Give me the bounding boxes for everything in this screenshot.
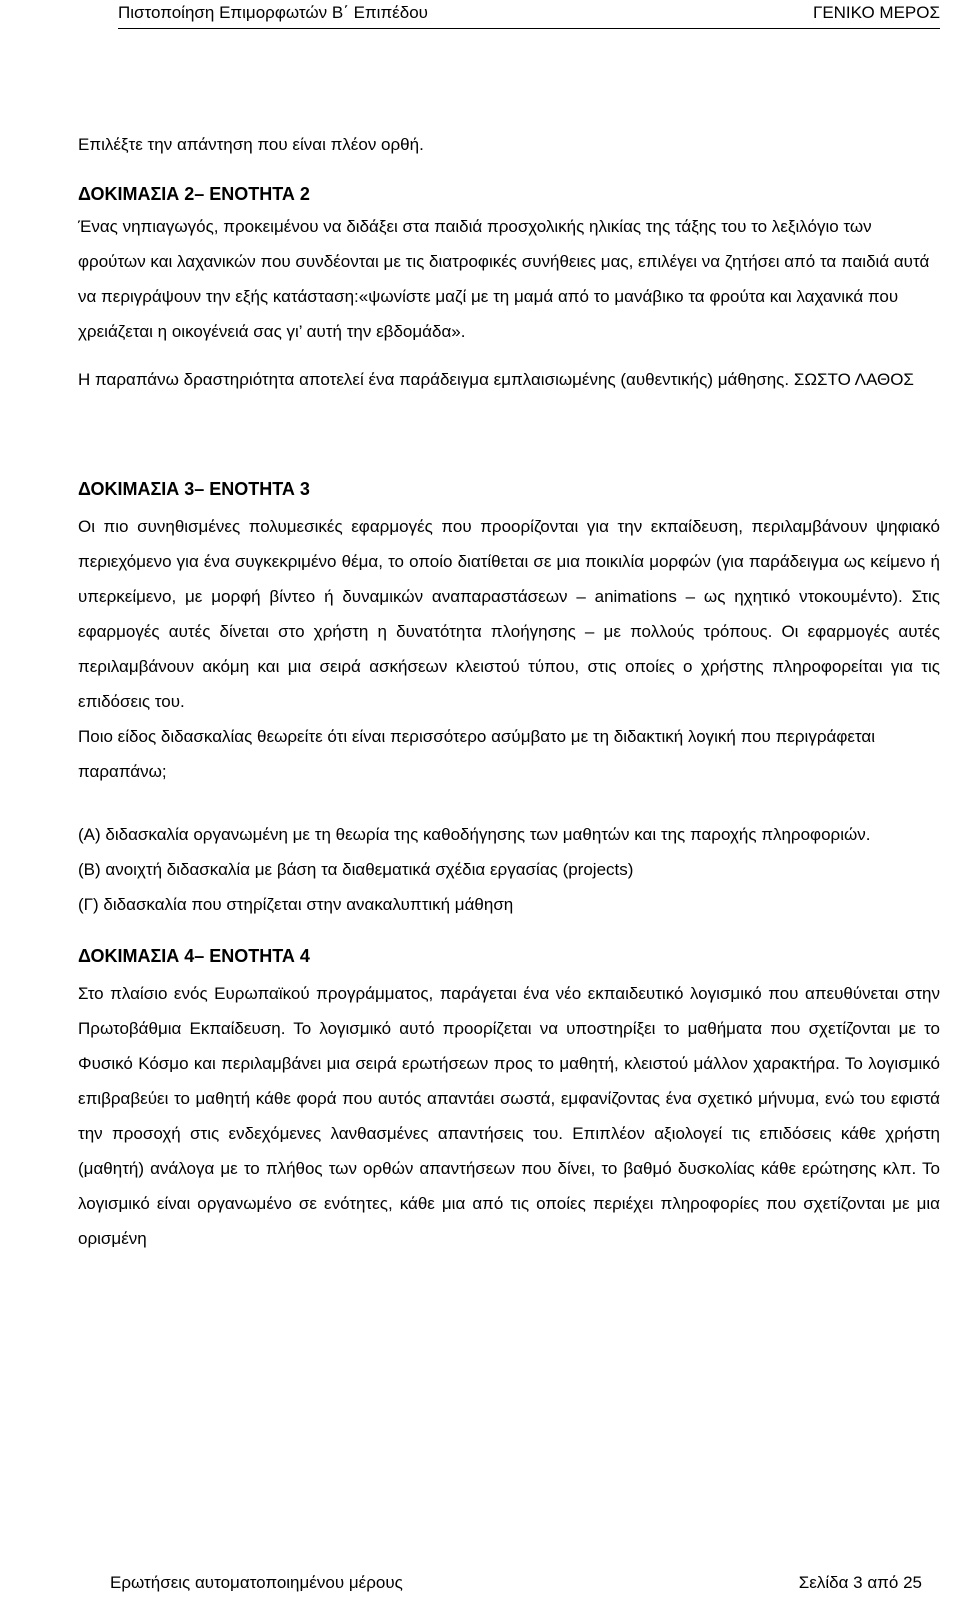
header-title: Πιστοποίηση Επιμορφωτών Β΄ Επιπέδου xyxy=(118,3,428,22)
test2-statement: Η παραπάνω δραστηριότητα αποτελεί ένα παράδειγμα εμπλαισιωμένης (αυθεντικής) μάθησης. ΣΩΣΤΟ ΛΑΘΟΣ xyxy=(78,370,914,389)
header-section: ΓΕΝΙΚΟ ΜΕΡΟΣ xyxy=(812,3,940,22)
test3-title: ΔΟΚΙΜΑΣΙΑ 3– ΕΝΟΤΗΤΑ 3 xyxy=(78,479,310,499)
test3-question: Ποιο είδος διδασκαλίας θεωρείτε ότι είναι περισσότερο ασύμβατο με τη διδακτική λογική που περιγράφεται παραπάνω; xyxy=(78,727,876,781)
option-a: (Α) διδασκαλία οργανωμένη με τη θεωρία της καθοδήγησης των μαθητών και της παροχής πληροφοριών. xyxy=(78,825,871,844)
footer-title: Ερωτήσεις αυτοματοποιημένου μέρους xyxy=(110,1573,403,1592)
test2-title: ΔΟΚΙΜΑΣΙΑ 2– ΕΝΟΤΗΤΑ 2 xyxy=(78,184,310,204)
intro-line: Επιλέξτε την απάντηση που είναι πλέον ορθή. xyxy=(78,135,424,154)
option-c: (Γ) διδασκαλία που στηρίζεται στην ανακαλυπτική μάθηση xyxy=(78,895,514,914)
test2-text: Ένας νηπιαγωγός, προκειμένου να διδάξει στα παιδιά προσχολικής ηλικίας της τάξης του το λεξιλόγιο των φρούτων και λαχανικών που συνδέονται με τις διατροφικές συνήθειες μας, επιλέγει να ζητήσει από τα παιδιά αυτά να περιγράψουν την εξής κατάσταση:«ψωνίστε μαζί με τη μαμά από το μανάβικο τα φρούτα και λαχανικά που χρειάζεται η οικογένειά σας γι’ αυτή την εβδομάδα». xyxy=(78,217,930,341)
test4-title: ΔΟΚΙΜΑΣΙΑ 4– ΕΝΟΤΗΤΑ 4 xyxy=(78,946,310,966)
document-body xyxy=(78,130,940,1256)
test4-text: Στο πλαίσιο ενός Ευρωπαϊκού προγράμματος, παράγεται ένα νέο εκπαιδευτικό λογισμικό που απευθύνεται στην Πρωτοβάθμια Εκπαίδευση. Το λογισμικό αυτό προορίζεται να υποστηρίξει το μαθήματα που σχετίζονται με το Φυσικό Κόσμο και περιλαμβάνει μια σειρά ερωτήσεων προς το μαθητή, κλειστού μάλλον χαρακτήρα. Το λογισμικό επιβραβεύει το μαθητή κάθε φορά που αυτός απαντάει σωστά, εμφανίζοντας ένα σχετικό μήνυμα, ενώ του εφιστά την προσοχή στις ενδεχόμενες λανθασμένες απαντήσεις του. Επιπλέον αξιολογεί τις επιδόσεις κάθε χρήστη (μαθητή) ανάλογα με το πλήθος των ορθών απαντήσεων που δίνει, το βαθμό δυσκολίας κάθε ερώτησης κλπ. Το λογισμικό είναι οργανωμένο σε ενότητες, κάθε μια από τις οποίες περιέχει πληροφορίες που σχετίζονται με μια ορισμένη xyxy=(78,984,940,1248)
test3-text: Οι πιο συνηθισμένες πολυμεσικές εφαρμογές που προορίζονται για την εκπαίδευση, περιλαμβάνουν ψηφιακό περιεχόμενο για ένα συγκεκριμένο θέμα, το οποίο διατίθεται σε μια ποικιλία μορφών (για παράδειγμα ως κείμενο ή υπερκείμενο, με μορφή βίντεο ή δυναμικών αναπαραστάσεων – animations – ως ηχητικό ντοκουμέντο). Στις εφαρμογές αυτές δίνεται στο χρήστη η δυνατότητα πλοήγησης – με πολλούς τρόπους. Οι εφαρμογές αυτές περιλαμβάνουν ακόμη και μια σειρά ασκήσεων κλειστού τύπου, στις οποίες ο χρήστης πληροφορείται για τις επιδόσεις του. xyxy=(78,517,940,711)
test3-options xyxy=(78,817,940,922)
page-header xyxy=(118,2,940,29)
option-b: (Β) ανοιχτή διδασκαλία με βάση τα διαθεματικά σχέδια εργασίας (projects) xyxy=(78,860,634,879)
page-number: Σελίδα 3 από 25 xyxy=(798,1573,922,1592)
